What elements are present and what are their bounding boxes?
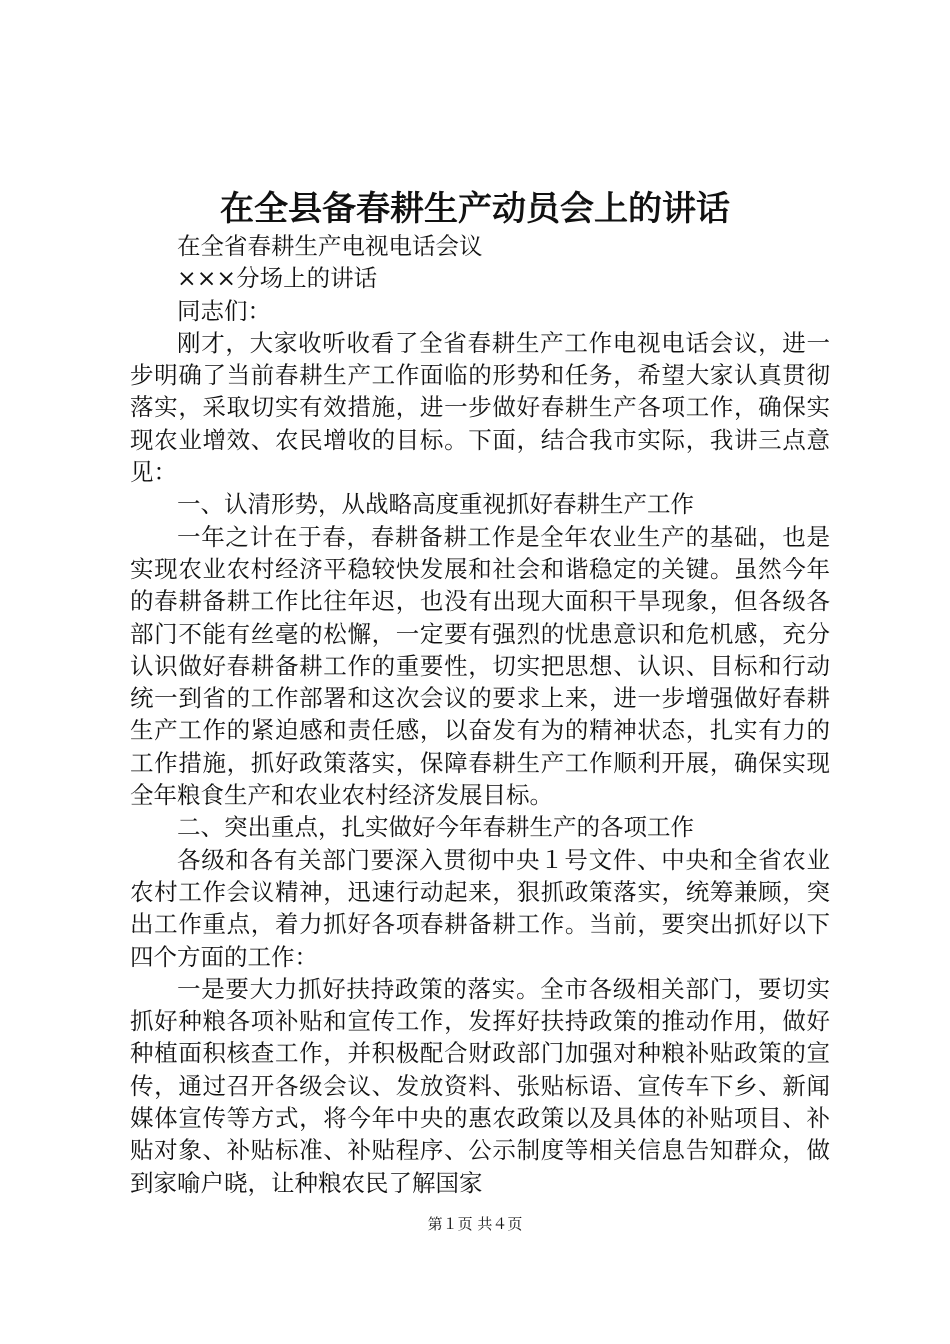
paragraph-meeting-line-1: 在全省春耕生产电视电话会议 bbox=[177, 232, 483, 260]
paragraph-point-1: 一是要大力抓好扶持政策的落实。全市各级相关部门，要切实抓好种粮各项补贴和宣传工作，发挥好扶持政策的推动作用，做好种植面积核查工作，并积极配合财政部门加强对种粮补贴政策的宣传，通过召开各级会议、发放资料、张贴标语、宣传车下乡、新闻媒体宣传等方式，将今年中央的惠农政策以及具体的补贴项目、补贴对象、补贴标准、补贴程序、公示制度等相关信息告知群众，做到家喻户晓，让种粮农民了解国家 bbox=[130, 974, 830, 1197]
paragraph-intro: 刚才，大家收听收看了全省春耕生产工作电视电话会议，进一步明确了当前春耕生产工作面临的形势和任务，希望大家认真贯彻落实，采取切实有效措施，进一步做好春耕生产各项工作，确保实现农业增效、农民增收的目标。下面，结合我市实际，我讲三点意见： bbox=[130, 328, 830, 487]
paragraph-section-1: 一年之计在于春，春耕备耕工作是全年农业生产的基础，也是实现农业农村经济平稳较快发展和社会和谐稳定的关键。虽然今年的春耕备耕工作比往年迟，也没有出现大面积干旱现象，但各级各部门不能有丝毫的松懈，一定要有强烈的忧患意识和危机感，充分认识做好春耕备耕工作的重要性，切实把思想、认识、目标和行动统一到省的工作部署和这次会议的要求上来，进一步增强做好春耕生产工作的紧迫感和责任感，以奋发有为的精神状态，扎实有力的工作措施，抓好政策落实，保障春耕生产工作顺利开展，确保实现全年粮食生产和农业农村经济发展目标。 bbox=[130, 522, 830, 810]
paragraph-meeting-line-2: ×××分场上的讲话 bbox=[177, 264, 378, 293]
paragraph-salutation: 同志们： bbox=[177, 296, 271, 325]
page-number-footer: 第１页 共４页 bbox=[427, 1215, 523, 1233]
paragraph-section-2: 各级和各有关部门要深入贯彻中央１号文件、中央和全省农业农村工作会议精神，迅速行动起来，狠抓政策落实，统筹兼顾，突出工作重点，着力抓好各项春耕备耕工作。当前，要突出抓好以下四个方面的工作： bbox=[130, 845, 830, 971]
section-heading-1: 一、认清形势，从战略高度重视抓好春耕生产工作 bbox=[177, 490, 694, 519]
document-title: 在全县备春耕生产动员会上的讲话 bbox=[220, 189, 730, 229]
section-heading-2: 二、突出重点，扎实做好今年春耕生产的各项工作 bbox=[177, 813, 694, 842]
document-body bbox=[130, 230, 830, 1199]
